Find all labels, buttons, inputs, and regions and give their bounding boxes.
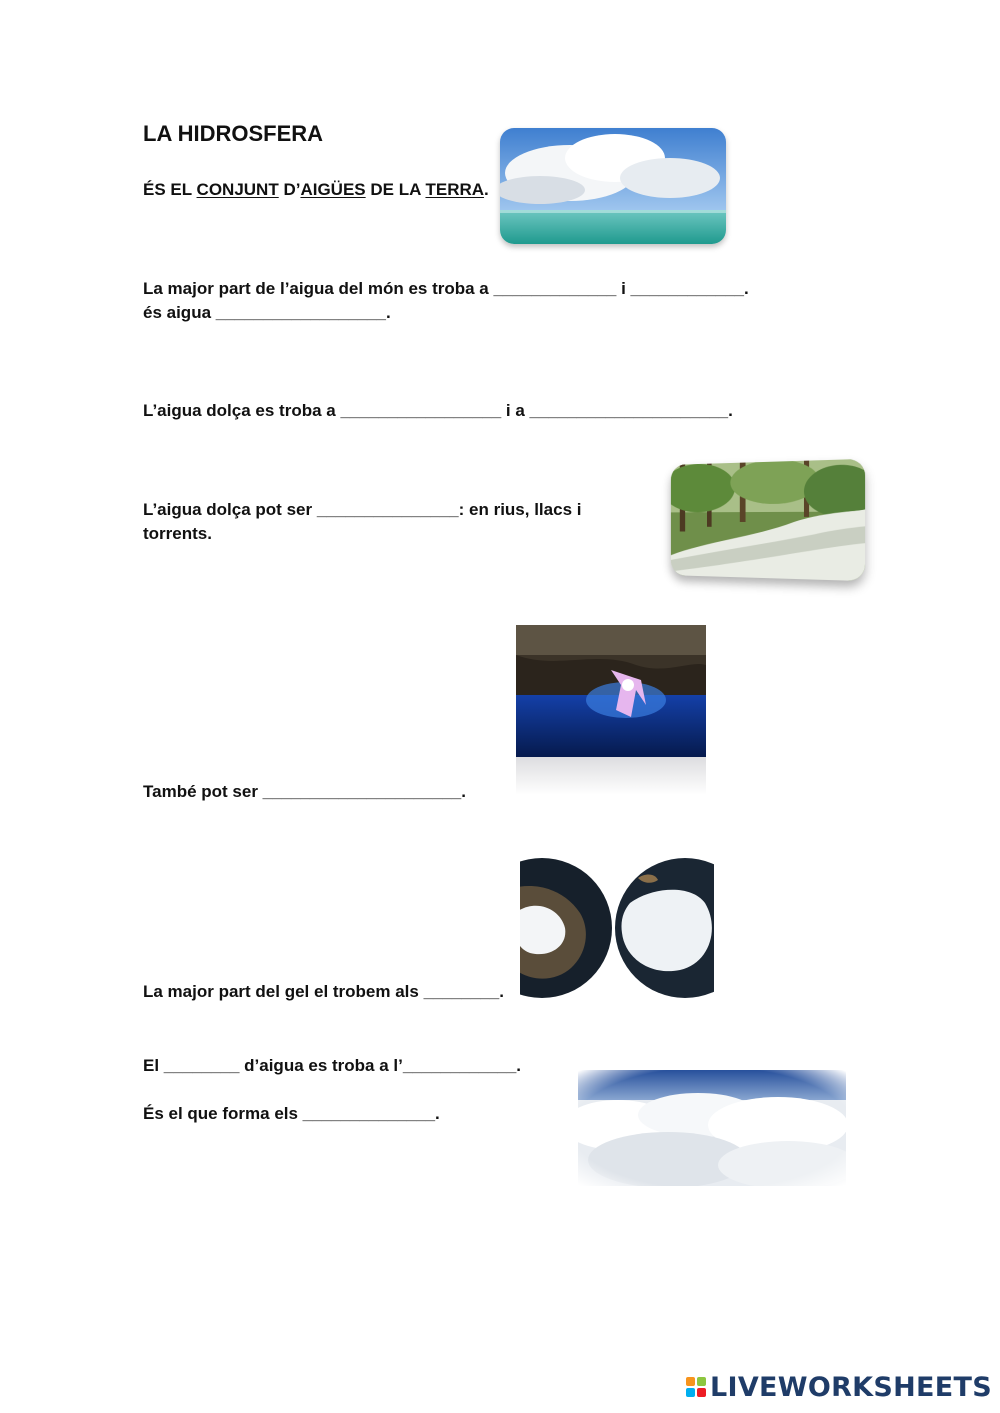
keyword-aigues: AIGÜES [300,180,366,199]
underground-water-image [516,625,706,757]
keyword-conjunt: CONJUNT [196,180,279,199]
clouds-image [578,1070,846,1186]
keyword-terra: TERRA [425,180,485,199]
definition-text: ÉS EL CONJUNT D’AIGÜES DE LA TERRA. [143,180,489,199]
question-fresh-water-location: L’aigua dolça es troba a _________________ i a _____________________. [143,401,733,420]
sea-clouds-image [500,128,726,244]
logo-grid-icon [686,1377,706,1397]
question-polar-ice: La major part del gel el trobem als ________. [143,982,504,1001]
page-title: LA HIDROSFERA [143,121,324,146]
question-surface-water-cont: torrents. [143,524,212,543]
question-salt-water: és aigua __________________. [143,303,391,322]
river-image [671,459,865,581]
polar-ice-image [520,858,714,998]
question-surface-water: L’aigua dolça pot ser _______________: en rius, llacs i [143,500,582,519]
question-underground-water: També pot ser _____________________. [143,782,466,801]
question-clouds: És el que forma els ______________. [143,1104,440,1123]
question-water-vapor: El ________ d’aigua es troba a l’____________. [143,1056,522,1075]
question-ocean-water: La major part de l’aigua del món es troba a _____________ i ____________. [143,279,749,298]
logo-text: LIVEWORKSHEETS [709,1371,992,1403]
image-reflection [516,757,706,795]
liveworksheets-logo [686,1369,992,1405]
